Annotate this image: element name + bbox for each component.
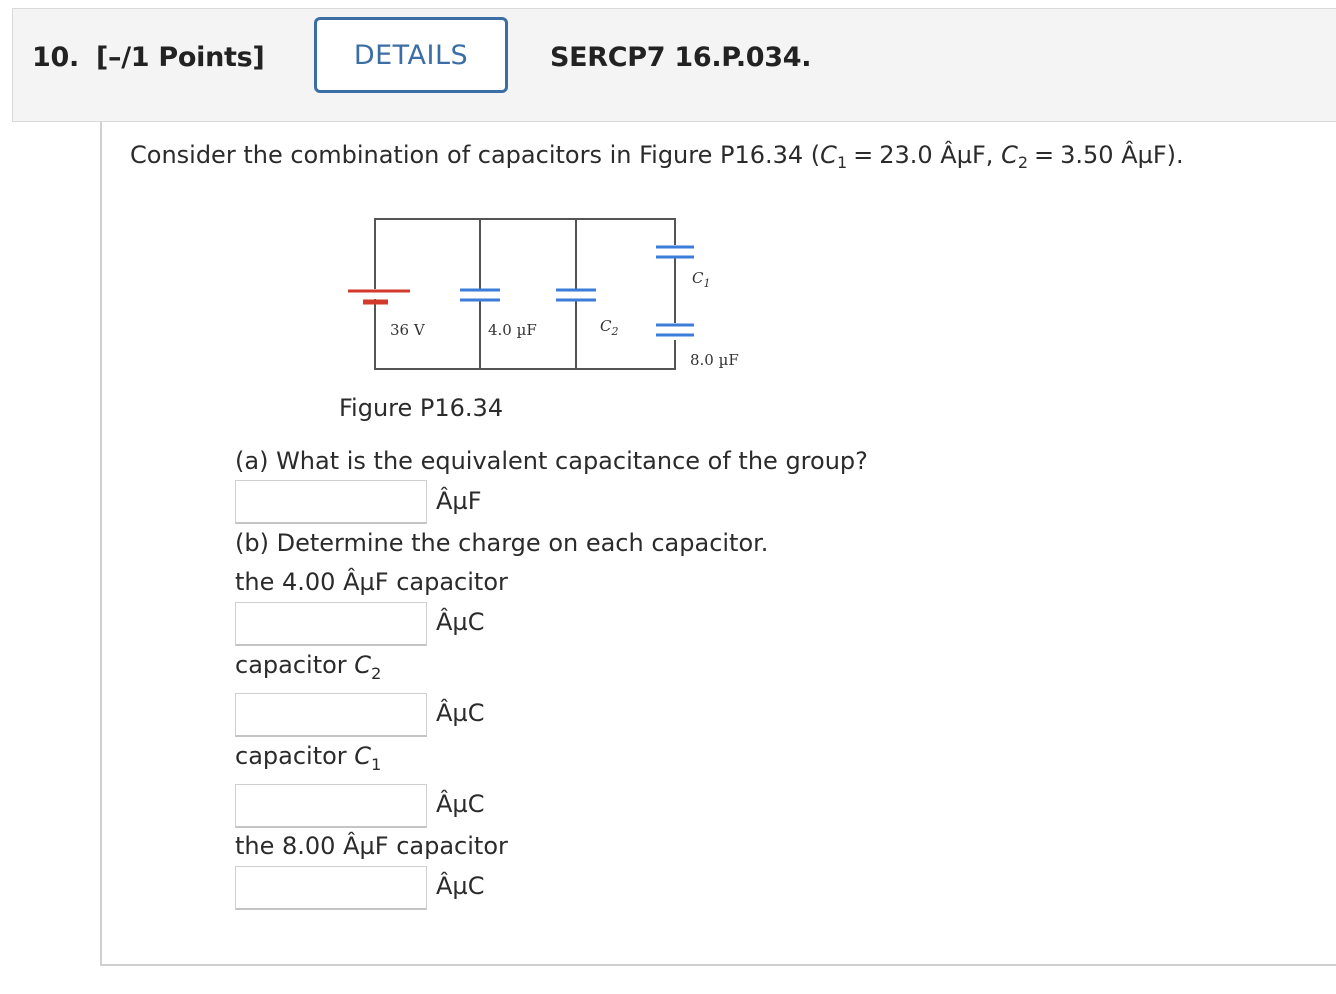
part-a-answer-input[interactable]	[235, 480, 427, 524]
part-a-unit: ÂµF	[436, 487, 482, 515]
part-b1-answer-input[interactable]	[235, 602, 427, 646]
prompt-c2-subscript: 2	[1017, 153, 1029, 172]
part-a-question: (a) What is the equivalent capacitance of the group?	[235, 447, 868, 475]
prompt-c1-value: 23.0 ÂµF,	[879, 141, 994, 169]
part-b3-subscript: 1	[371, 755, 382, 774]
prompt-c2-symbol: C	[1001, 141, 1018, 169]
part-b3-label	[235, 742, 381, 774]
figure-caption: Figure P16.34	[339, 394, 504, 422]
capacitor-8uf-symbol	[656, 325, 694, 335]
c2-letter: C	[600, 317, 612, 335]
capacitor-c1-symbol	[656, 247, 694, 257]
details-button[interactable]: DETAILS	[314, 17, 508, 93]
part-b4-label: the 8.00 ÂµF capacitor	[235, 832, 508, 860]
prompt-prefix: Consider the combination of capacitors in Figure P16.34 (	[130, 141, 821, 169]
c1-subscript: 1	[703, 277, 711, 290]
battery-label: 36 V	[390, 321, 425, 339]
capacitor-c1-label	[692, 269, 710, 290]
part-b2-label	[235, 651, 381, 683]
prompt-c1-symbol: C	[820, 141, 837, 169]
part-b2-unit: ÂµC	[436, 699, 485, 727]
part-b3-answer-input[interactable]	[235, 784, 427, 828]
part-b4-unit: ÂµC	[436, 872, 485, 900]
part-b1-unit: ÂµC	[436, 608, 485, 636]
capacitor-4uf-symbol	[460, 290, 500, 300]
prompt-c1-subscript: 1	[836, 153, 848, 172]
part-b1-label: the 4.00 ÂµF capacitor	[235, 568, 508, 596]
question-code: SERCP7 16.P.034.	[550, 42, 812, 73]
capacitor-c2-symbol	[556, 290, 596, 300]
question-points: [–/1 Points]	[96, 42, 265, 73]
part-b3-unit: ÂµC	[436, 790, 485, 818]
question-number: 10.	[32, 42, 79, 73]
capacitor-4uf-label: 4.0 µF	[488, 321, 537, 339]
prompt-c1-equals: =	[853, 141, 874, 169]
part-b2-symbol: C	[354, 651, 372, 679]
part-b4-answer-input[interactable]	[235, 866, 427, 910]
question-prompt	[130, 141, 1184, 172]
prompt-c2-equals: =	[1034, 141, 1055, 169]
part-b3-symbol: C	[354, 742, 372, 770]
c2-subscript: 2	[611, 325, 619, 338]
part-b3-label-prefix: capacitor	[235, 742, 355, 770]
capacitor-8uf-label: 8.0 µF	[690, 351, 739, 369]
battery-symbol	[348, 291, 410, 302]
part-b-question: (b) Determine the charge on each capacitor.	[235, 529, 769, 557]
part-b2-subscript: 2	[371, 664, 382, 683]
part-b2-answer-input[interactable]	[235, 693, 427, 737]
circuit-figure	[330, 205, 790, 385]
circuit-wires	[375, 219, 675, 369]
c1-letter: C	[692, 269, 704, 287]
prompt-c2-value: 3.50 ÂµF).	[1060, 141, 1184, 169]
part-b2-label-prefix: capacitor	[235, 651, 355, 679]
capacitor-c2-label	[600, 317, 618, 338]
